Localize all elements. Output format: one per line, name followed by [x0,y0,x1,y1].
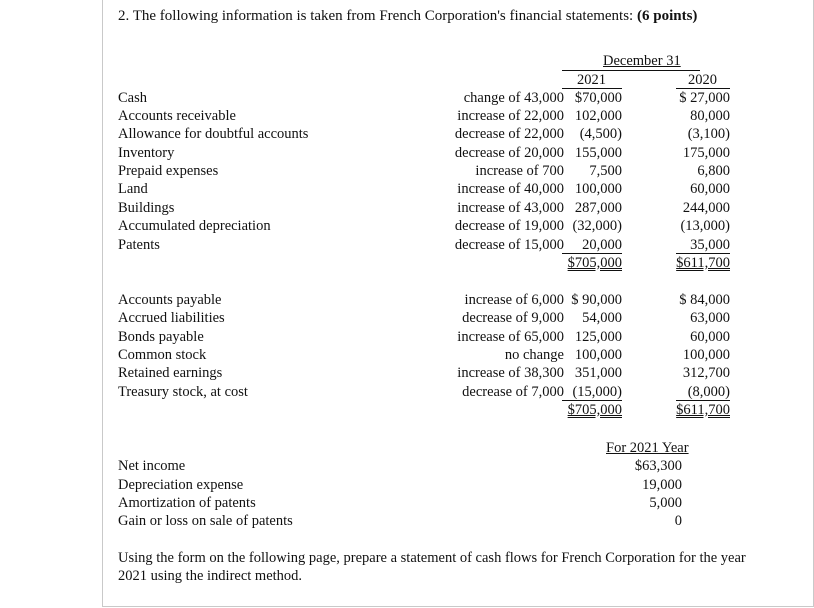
asset-change: decrease of 22,000 [454,126,564,142]
asset-value-2021: 155,000 [574,145,622,161]
income-value: 5,000 [649,495,682,511]
question-text: 2. The following information is taken from French Corporation's financial statements: [118,8,637,24]
asset-value-2020: (13,000) [680,218,730,234]
asset-value-2020: 80,000 [690,108,730,124]
income-value: $63,300 [634,458,682,474]
asset-label: Cash [118,90,147,106]
income-value: 0 [674,513,682,529]
liability-value-2020: 312,700 [682,365,730,381]
asset-value-2021: (32,000) [572,218,622,234]
asset-label: Land [118,181,148,197]
asset-label: Prepaid expenses [118,163,219,179]
liability-label: Treasury stock, at cost [118,384,248,400]
asset-label: Inventory [118,145,175,161]
instructions-paragraph: Using the form on the following page, prepare a statement of cash flows for French Corporation for the year 2021 using the indirect method. [118,550,746,584]
asset-value-2020: 60,000 [690,181,730,197]
asset-value-2021: (4,500) [579,126,622,142]
income-label: Gain or loss on sale of patents [118,513,293,529]
liability-value-2021: 125,000 [574,329,622,345]
liability-value-2021: 351,000 [574,365,622,381]
income-header: For 2021 Year [606,440,689,456]
asset-change: increase of 22,000 [457,108,564,124]
income-label: Depreciation expense [118,477,244,493]
asset-value-2021: 287,000 [574,200,622,216]
liabilities-total-2020: $611,700 [676,402,730,418]
liability-label: Accrued liabilities [118,310,225,326]
liability-value-2020: (8,000) [687,384,730,400]
period-header: December 31 [603,53,681,69]
asset-value-2020: 244,000 [682,200,730,216]
asset-value-2021: 7,500 [589,163,622,179]
asset-value-2021: 20,000 [582,237,622,253]
question-title [118,8,697,25]
liability-change: increase of 6,000 [464,292,564,308]
liability-change: increase of 65,000 [457,329,564,345]
year-2020-header: 2020 [688,72,717,88]
liability-value-2021: 100,000 [574,347,622,363]
liability-value-2020: $ 84,000 [679,292,730,308]
asset-change: decrease of 19,000 [454,218,564,234]
asset-value-2021: 100,000 [574,181,622,197]
asset-label: Buildings [118,200,175,216]
assets-total-2020: $611,700 [676,255,730,271]
liability-change: decrease of 9,000 [462,310,564,326]
assets-total-2021: $705,000 [567,255,622,271]
liability-value-2021: (15,000) [572,384,622,400]
asset-value-2021: $70,000 [574,90,622,106]
liability-change: no change [504,347,564,363]
liability-label: Retained earnings [118,365,223,381]
asset-value-2020: (3,100) [687,126,730,142]
asset-change: decrease of 20,000 [454,145,564,161]
asset-change: increase of 43,000 [457,200,564,216]
asset-label: Patents [118,237,160,253]
liability-change: increase of 38,300 [457,365,564,381]
asset-value-2020: 6,800 [697,163,730,179]
income-label: Net income [118,458,186,474]
liability-label: Accounts payable [118,292,222,308]
asset-value-2020: $ 27,000 [679,90,730,106]
liability-value-2021: 54,000 [582,310,622,326]
asset-label: Accumulated depreciation [118,218,271,234]
asset-value-2020: 175,000 [682,145,730,161]
liability-change: decrease of 7,000 [462,384,564,400]
liabilities-total-2021: $705,000 [567,402,622,418]
liability-label: Common stock [118,347,207,363]
asset-change: increase of 700 [475,163,564,179]
asset-label: Allowance for doubtful accounts [118,126,309,142]
asset-value-2021: 102,000 [574,108,622,124]
asset-change: change of 43,000 [463,90,564,106]
asset-value-2020: 35,000 [690,237,730,253]
asset-change: increase of 40,000 [457,181,564,197]
income-value: 19,000 [642,477,682,493]
asset-change: decrease of 15,000 [454,237,564,253]
liability-value-2020: 100,000 [682,347,730,363]
year-2021-header: 2021 [577,72,606,88]
liability-value-2020: 63,000 [690,310,730,326]
asset-label: Accounts receivable [118,108,236,124]
liability-value-2021: $ 90,000 [571,292,622,308]
liability-value-2020: 60,000 [690,329,730,345]
question-points: (6 points) [636,8,698,24]
liability-label: Bonds payable [118,329,204,345]
income-label: Amortization of patents [118,495,256,511]
